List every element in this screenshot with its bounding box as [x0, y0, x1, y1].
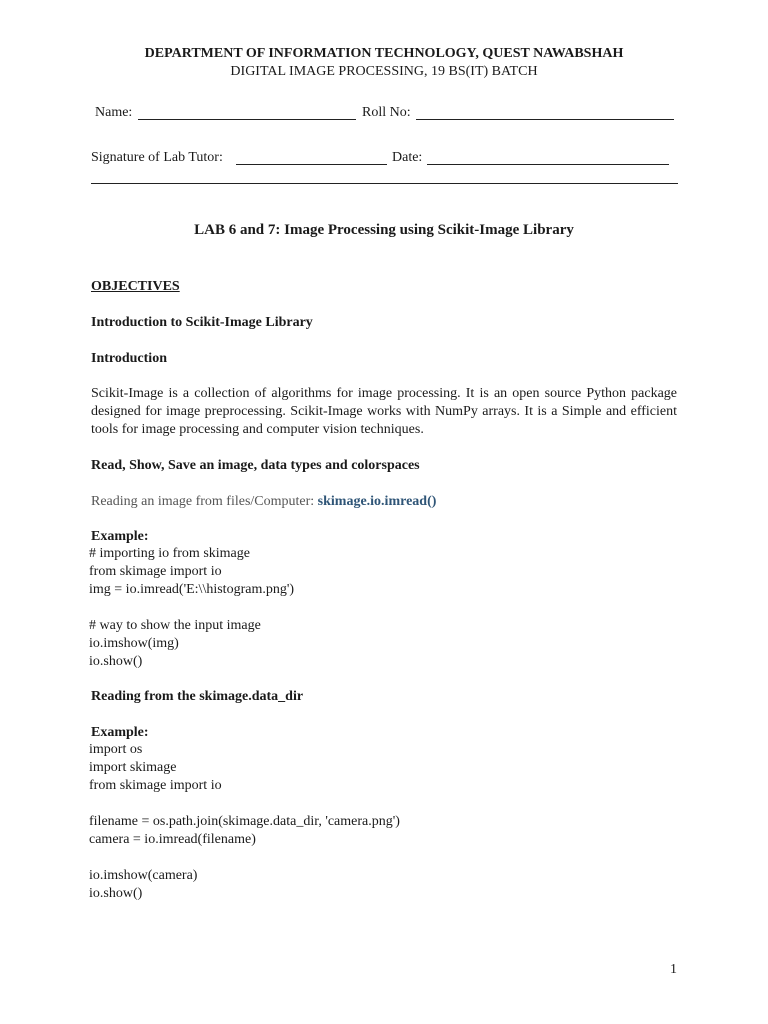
read-show-save-heading: Read, Show, Save an image, data types and colorspaces [91, 458, 420, 473]
signature-label: Signature of Lab Tutor: [91, 150, 223, 165]
roll-no-line [416, 119, 674, 120]
example2-code-block1: import os import skimage from skimage import io [89, 742, 222, 793]
department-heading: DEPARTMENT OF INFORMATION TECHNOLOGY, QUEST NAWABSHAH [144, 46, 624, 61]
imread-link[interactable]: skimage.io.imread() [317, 494, 437, 509]
objectives-heading: OBJECTIVES [91, 279, 180, 294]
example1-code-block2: # way to show the input image io.imshow(img) io.show() [89, 618, 261, 669]
date-label: Date: [392, 150, 423, 165]
course-subheading: DIGITAL IMAGE PROCESSING, 19 BS(IT) BATCH [230, 64, 538, 79]
name-line [138, 119, 356, 120]
page-number: 1 [670, 962, 677, 977]
introduction-heading: Introduction [91, 351, 167, 366]
example2-code-block2: filename = os.path.join(skimage.data_dir, 'camera.png') camera = io.imread(filename) [89, 814, 400, 847]
reading-text: Reading an image from files/Computer: [91, 494, 318, 509]
reading-line [91, 493, 436, 510]
example2-code-block3: io.imshow(camera) io.show() [89, 868, 198, 901]
separator-line [91, 183, 678, 184]
date-line [427, 164, 669, 165]
objective-item: Introduction to Scikit-Image Library [91, 315, 313, 330]
name-label: Name: [95, 105, 133, 120]
lab-title: LAB 6 and 7: Image Processing using Scikit-Image Library [194, 222, 574, 238]
signature-line [236, 164, 387, 165]
example1-heading: Example: [91, 529, 149, 544]
example1-code-block1: # importing io from skimage from skimage import io img = io.imread('E:\\histogram.png') [89, 546, 295, 597]
example2-heading: Example: [91, 725, 149, 740]
roll-no-label: Roll No: [362, 105, 411, 120]
data-dir-heading: Reading from the skimage.data_dir [91, 689, 304, 704]
introduction-paragraph: Scikit-Image is a collection of algorithms for image processing. It is an open source Python package designed for image preprocessing. Scikit-Image works with NumPy arrays. It is a Simple and efficient tools for image processing and computer vision techniques. [91, 386, 677, 437]
